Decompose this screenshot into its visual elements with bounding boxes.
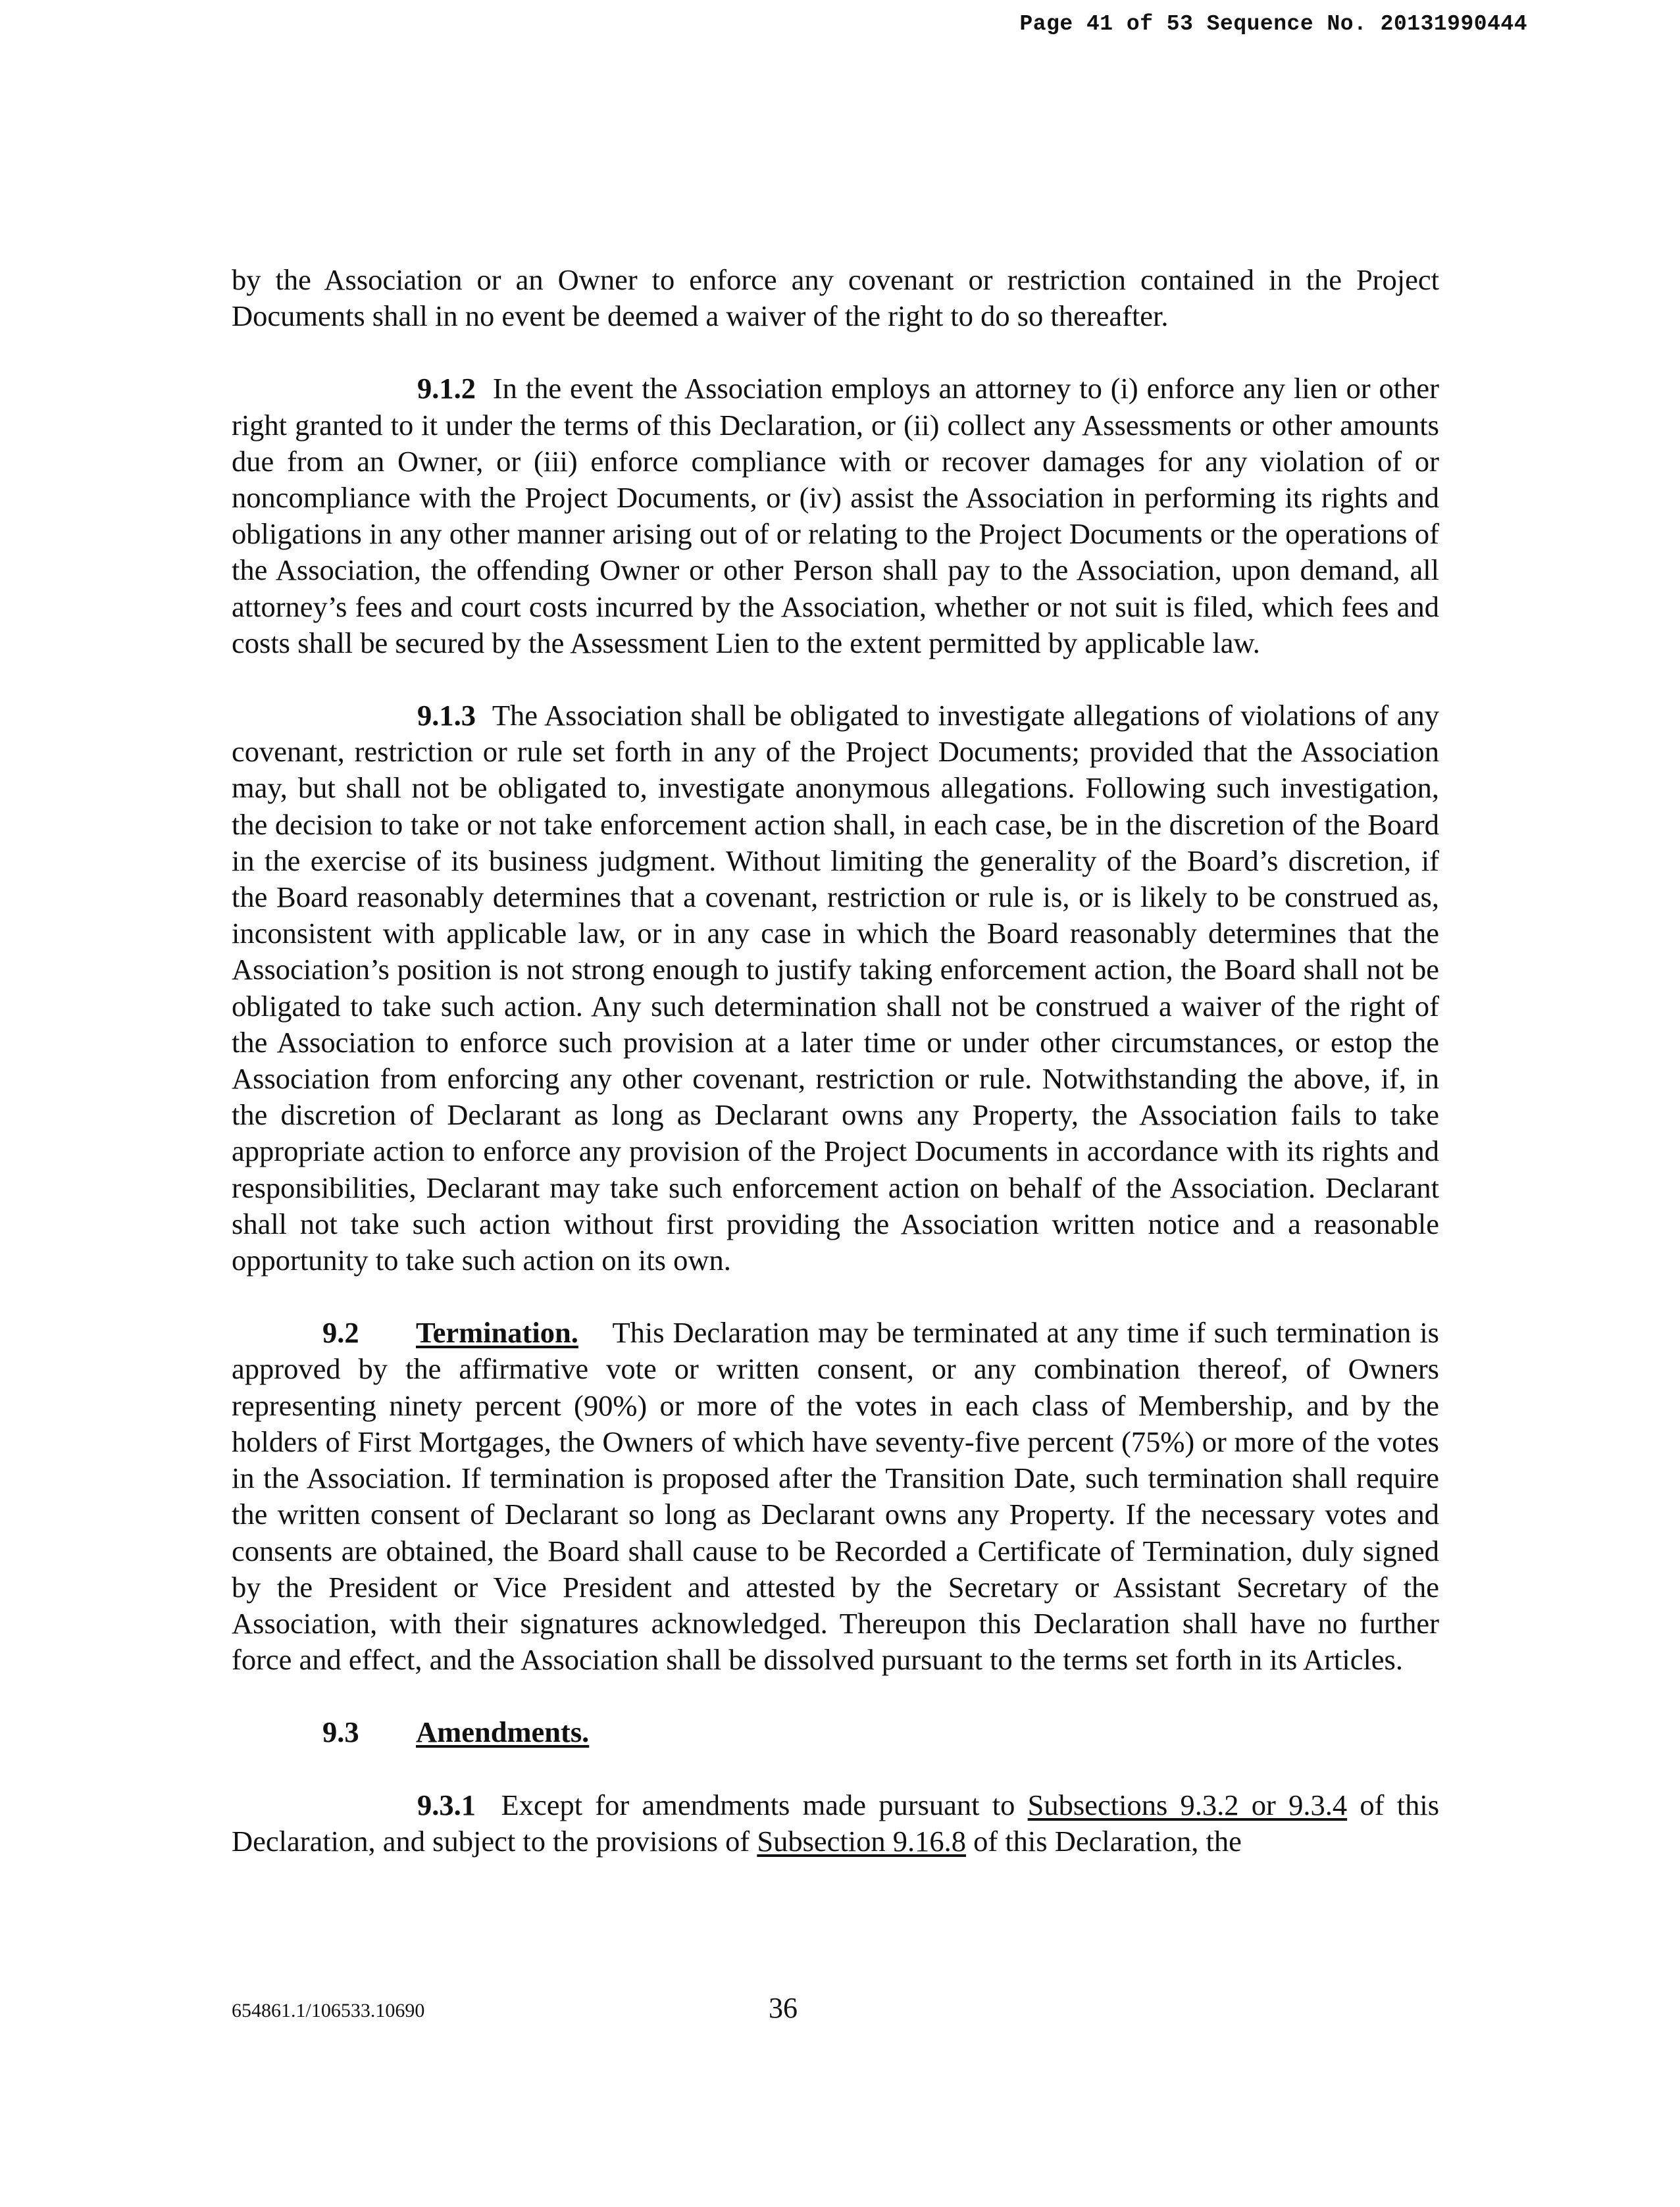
section-number: 9.2 [322,1316,359,1350]
document-body [232,262,1439,1896]
paragraph-text: Except for amendments made pursuant to [501,1788,1015,1821]
section-number: 9.3.1 [417,1788,476,1821]
section-heading: Termination. [416,1316,578,1350]
cross-reference: Subsection 9.16.8 [757,1824,966,1858]
section-9-3-1 [232,1787,1439,1860]
footer-document-id: 654861.1/106533.10690 [232,2000,425,2021]
paragraph-text: by the Association or an Owner to enforce any covenant or restriction contained in the Project Documents shall in no event be deemed a waiver of the right to do so thereafter. [232,263,1439,333]
paragraph-text: The Association shall be obligated to investigate allegations of violations of any covenant, restriction or rule set forth in any of the Project Documents; provided that the Association may, but shall not be obligated to, investigate anonymous allegations. Following such investigation, the decision to take or not take enforcement action shall, in each case, be in the discretion of the Board in the exercise of its business judgment. Without limiting the generality of the Board’s discretion, if the Board reasonably determines that a covenant, restriction or rule is, or is likely to be construed as, inconsistent with applicable law, or in any case in which the Board reasonably determines that the Association’s position is not strong enough to justify taking enforcement action, the Board shall not be obligated to take such action. Any such determination shall not be construed a waiver of the right of the Association to enforce such provision at a later time or under other circumstances, or estop the Association from enforcing any other covenant, restriction or rule. Notwithstanding the above, if, in the discretion of Declarant as long as Declarant owns any Property, the Association fails to take appropriate action to enforce any provision of the Project Documents in accordance with its rights and responsibilities, Declarant may take such enforcement action on behalf of the Association. Declarant shall not take such action without first providing the Association written notice and a reasonable opportunity to take such action on its own. [232,699,1440,1277]
cross-reference: Subsections 9.3.2 or 9.3.4 [1027,1788,1348,1821]
paragraph-continuation [232,262,1439,334]
section-9-1-2 [232,370,1439,661]
paragraph-text: In the event the Association employs an attorney to (i) enforce any lien or other right granted to it under the terms of this Declaration, or (ii) collect any Assessments or other amounts due from an Owner, or (iii) enforce compliance with or recover damages for any violation of or noncompliance with the Project Documents, or (iv) assist the Association in performing its rights and obligations in any other manner arising out of or relating to the Project Documents or the operations of the Association, the offending Owner or other Person shall pay to the Association, upon demand, all attorney’s fees and court costs incurred by the Association, whether or not suit is filed, which fees and costs shall be secured by the Assessment Lien to the extent permitted by applicable law. [232,372,1439,659]
paragraph-text: of this Declaration, and subject to the provisions of [232,1788,1440,1858]
section-number: 9.1.3 [417,699,476,732]
section-heading: Amendments. [416,1715,590,1749]
footer-page-number: 36 [769,1992,798,2024]
page-sequence-header: Page 41 of 53 Sequence No. 20131990444 [1019,12,1527,36]
section-9-2-termination [232,1315,1439,1678]
section-9-3-amendments [232,1714,1439,1750]
section-number: 9.1.2 [417,372,476,405]
section-number: 9.3 [322,1715,359,1749]
paragraph-text: of this Declaration, the [973,1824,1242,1858]
paragraph-text: This Declaration may be terminated at any time if such termination is approved by the affirmative vote or written consent, or any combination thereof, of Owners representing ninety percent (90%) or more of the votes in each class of Membership, and by the holders of First Mortgages, the Owners of which have seventy-five percent (75%) or more of the votes in the Association. If termination is proposed after the Transition Date, such termination shall require the written consent of Declarant so long as Declarant owns any Property. If the necessary votes and consents are obtained, the Board shall cause to be Recorded a Certificate of Termination, duly signed by the President or Vice President and attested by the Secretary or Assistant Secretary of the Association, with their signatures acknowledged. Thereupon this Declaration shall have no further force and effect, and the Association shall be dissolved pursuant to the terms set forth in its Articles. [232,1316,1440,1677]
section-9-1-3 [232,698,1439,1279]
